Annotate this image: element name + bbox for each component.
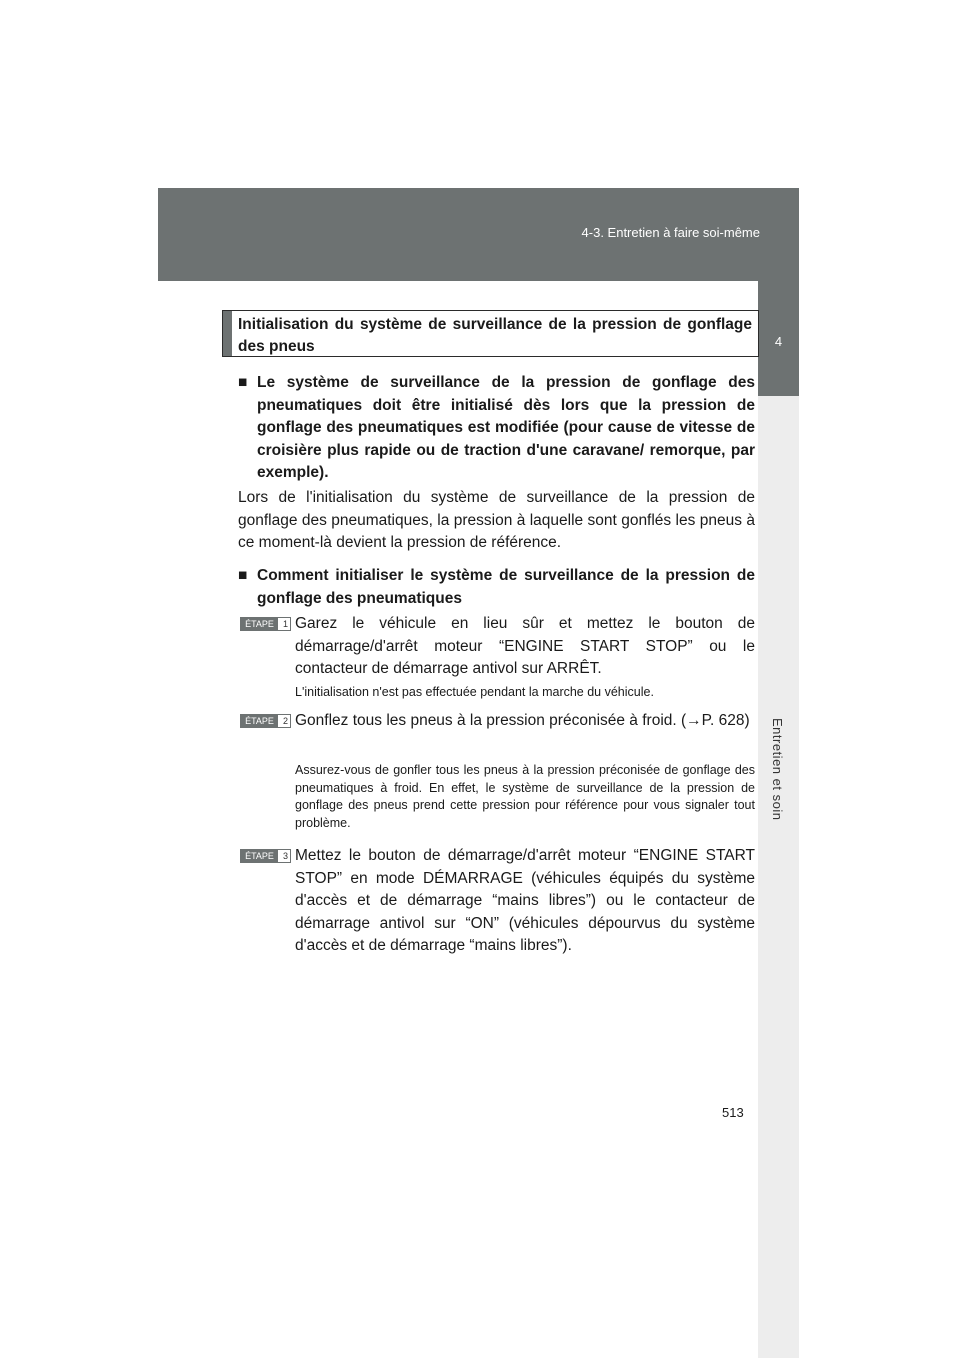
title-accent-bar [223,311,232,356]
step-badge-1 [240,617,291,631]
step-label: ÉTAPE [241,715,278,727]
step-2-note: Assurez-vous de gonfler tous les pneus à la pression préconisée de gonflage des pneumatiques à froid. En effet, le système de surveillance de la pression de gonflage des pneus prend cette pression pour référence pour vous signaler tout problème. [295,763,755,830]
topic-title-box [222,310,759,357]
paragraph-reference-pressure: Lors de l'initialisation du système de surveillance de la pression de gonflage des pneumatiques, la pression à laquelle sont gonflés les pneus à ce moment-là devient la pression de référence. [238,489,755,551]
heading-how-to-initialize [238,565,755,610]
heading-text: Le système de surveillance de la pression de gonflage des pneumatiques doit être initialisé dès lors que la pression de gonflage des pneumatiques est modifiée (pour cause de vitesse de croisière plus rapide ou de traction d'une caravane/ remorque, par exemple). [257,374,755,481]
step-3-text: Mettez le bouton de démarrage/d'arrêt moteur “ENGINE START STOP” en mode DÉMARRAGE (véhicules équipés du système d'accès et de démarrage “mains libres”) ou le contacteur de démarrage antivol sur “ON” (véhicules dépourvus du système d'accès et de démarrage “mains libres”). [295,847,755,954]
step-number: 1 [282,619,288,629]
step-1-note: L'initialisation n'est pas effectuée pendant la marche du véhicule. [295,685,654,699]
chapter-title: Entretien et soin [770,718,785,821]
step-badge-3 [240,849,291,863]
step-2-text: Gonflez tous les pneus à la pression préconisée à froid. (→P. 628) [295,712,750,729]
square-bullet-icon: ■ [238,374,248,391]
step-number: 2 [282,716,288,726]
page-number: 513 [722,1105,744,1120]
square-bullet-icon: ■ [238,567,248,584]
heading-text: Comment initialiser le système de surveillance de la pression de gonflage des pneumatiques [257,567,755,607]
header-band [158,188,799,281]
step-label: ÉTAPE [241,850,278,862]
heading-initialization-required [238,372,755,485]
chapter-number: 4 [774,334,783,349]
topic-title: Initialisation du système de surveillance de la pression de gonflage des pneus [238,316,752,355]
step-badge-2 [240,714,291,728]
step-1-text: Garez le véhicule en lieu sûr et mettez le bouton de démarrage/d'arrêt moteur “ENGINE START STOP” ou le contacteur de démarrage antivol sur ARRÊT. [295,615,755,677]
step-label: ÉTAPE [241,618,278,630]
section-title: 4-3. Entretien à faire soi-même [581,225,760,240]
chapter-tab [758,281,799,396]
step-number: 3 [282,851,288,861]
chapter-strip [758,396,799,1358]
